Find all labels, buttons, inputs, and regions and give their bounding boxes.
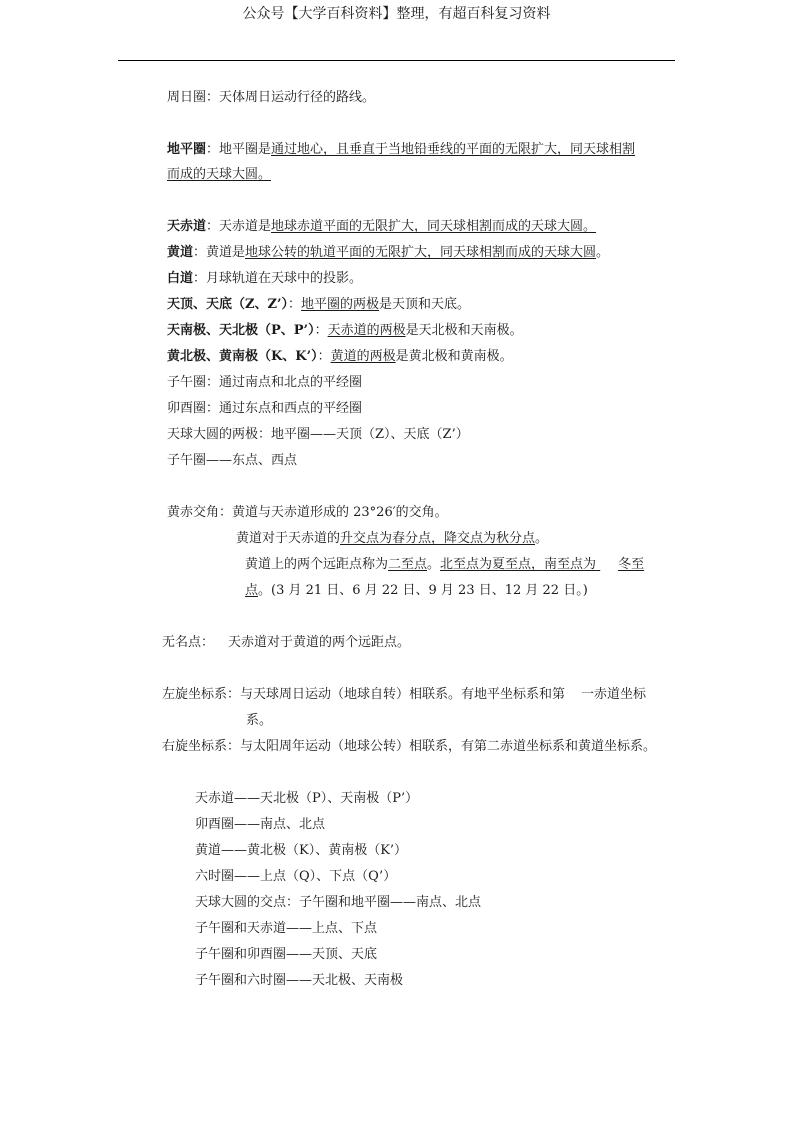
underlined-text: 升交点为春分点，降交点为秋分点: [340, 531, 536, 546]
def-zenith-nadir: [167, 295, 470, 315]
term: 黄道: [167, 245, 194, 260]
term: 天赤道: [167, 219, 207, 234]
obliquity-line3: [245, 555, 644, 575]
text: 黄道上的两个远距点称为: [245, 557, 389, 572]
text: 是天北极和天南极。: [405, 323, 523, 338]
underlined-text: 冬至: [618, 557, 645, 572]
text: 。: [427, 557, 441, 572]
right-handed: 右旋坐标系：与太阳周年运动（地球公转）相联系，有第二赤道坐标系和黄道坐标系。: [162, 739, 657, 754]
text: 。(3 月 21 日、6 月 22 日、9 月 23 日、12 月 22 日。): [258, 583, 588, 598]
term: 白道: [167, 271, 194, 286]
def-white-path: [167, 269, 362, 289]
def-diurnal-circle: [167, 88, 375, 108]
def-ecliptic-poles: [167, 347, 513, 367]
list-item: 子午圈和六时圈——天北极、天南极: [195, 973, 404, 988]
definition: ：天体周日运动行径的路线。: [206, 90, 376, 105]
term: 无名点：: [162, 635, 215, 650]
text: 。: [535, 531, 549, 546]
definition: 天赤道对于黄道的两个远距点。: [228, 635, 411, 650]
text: ：天赤道是: [206, 219, 272, 234]
obliquity-line2: [236, 529, 548, 549]
list-item: 子午圈和卯酉圈——天顶、天底: [195, 947, 378, 962]
def-prime-vertical: 卯酉圈：通过东点和西点的平经圈: [167, 401, 363, 416]
def-horizon-line2: [167, 165, 271, 185]
underlined-text: 北至点为夏至点，南至点为: [440, 557, 597, 572]
term: 天南极、天北极（P、P’）: [167, 323, 315, 338]
header-rule: [118, 60, 675, 61]
underlined-text: 点: [245, 583, 259, 598]
obliquity-line4: [245, 581, 588, 601]
term: 地平圈: [167, 142, 207, 157]
text: ：: [314, 323, 328, 338]
underline-gap: [596, 555, 618, 575]
def-ecliptic: [167, 243, 609, 263]
page-header: 公众号【大学百科资料】整理，有超百科复习资料: [242, 6, 551, 22]
obliquity-line1: 黄赤交角：黄道与天赤道形成的 23°26′的交角。: [167, 505, 448, 520]
text: 左旋坐标系：与天球周日运动（地球自转）相联系。有地平坐标系和第: [162, 687, 566, 702]
def-horizon-line1: [167, 140, 635, 160]
underlined-text: 通过地心，且垂直于当地铅垂线的平面的无限扩大，同天球相割: [271, 142, 636, 157]
text: 黄道对于天赤道的: [236, 531, 341, 546]
text: 。: [596, 245, 610, 260]
text: ：: [317, 349, 331, 364]
definition: ：月球轨道在天球中的投影。: [193, 271, 363, 286]
great-circle-poles: 天球大圆的两极：地平圈——天顶（Z）、天底（Z’）: [167, 427, 469, 442]
underlined-text: 二至点: [388, 557, 428, 572]
def-nameless-points: [162, 633, 410, 653]
list-item: 天赤道——天北极（P）、天南极（P’）: [195, 791, 419, 806]
text: 是天顶和天底。: [379, 297, 471, 312]
list-item: 卯酉圈——南点、北点: [195, 817, 326, 832]
list-item: 六时圈——上点（Q）、下点（Q’）: [195, 869, 397, 884]
text: ：: [288, 297, 302, 312]
text: 是黄北极和黄南极。: [395, 349, 513, 364]
underlined-text: 天赤道的两极: [327, 323, 406, 338]
underlined-text: 地球公转的轨道平面的无限扩大，同天球相割而成的天球大圆: [245, 245, 597, 260]
list-item: 黄道——黄北极（K）、黄南极（K’）: [195, 843, 408, 858]
term: 天顶、天底（Z、Z’）: [167, 297, 289, 312]
term: 黄北极、黄南极（K、K’）: [167, 349, 318, 364]
underlined-text: 黄道的两极: [330, 349, 396, 364]
term: 周日圈: [167, 90, 207, 105]
underlined-text: 地球赤道平面的无限扩大，同天球相割而成的天球大圆。: [271, 219, 597, 234]
left-handed-line1: [162, 685, 646, 705]
list-item: 天球大圆的交点：子午圈和地平圈——南点、北点: [195, 895, 482, 910]
def-celestial-equator: [167, 217, 596, 237]
def-celestial-poles: [167, 321, 523, 341]
underlined-text: 地平圈的两极: [301, 297, 380, 312]
meridian-points: 子午圈——东点、西点: [167, 453, 298, 468]
list-item: 子午圈和天赤道——上点、下点: [195, 921, 378, 936]
underlined-text: 而成的天球大圆。: [167, 167, 272, 182]
text: 一赤道坐标: [581, 687, 647, 702]
text: ：黄道是: [193, 245, 246, 260]
left-handed-line2: 系。: [246, 713, 273, 728]
text: ：地平圈是: [206, 142, 272, 157]
def-meridian: 子午圈：通过南点和北点的平经圈: [167, 375, 363, 390]
